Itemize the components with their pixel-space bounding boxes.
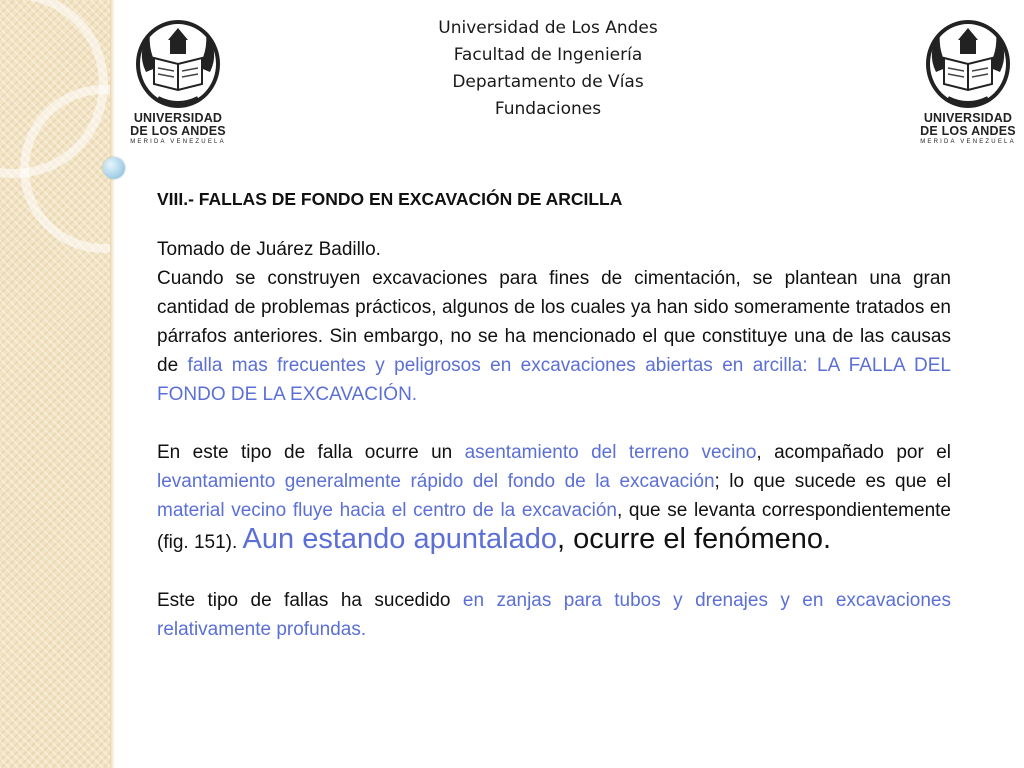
paragraph-3-highlight: en zanjas para tubos y drenajes y en excavaciones relativamente profundas.	[157, 590, 951, 640]
paragraph-spacer	[157, 409, 951, 438]
paragraph-1-text: Cuando se construyen excavaciones para fines de cimentación, se plantean una gran cantidad de problemas prácticos, algunos de los cuales ya han sido someramente tratados en párrafos anteriores. Sin embargo, no se ha mencionado el que constituye una de las causas de	[157, 268, 951, 376]
sidebar-edge	[110, 0, 115, 768]
university-logo-right	[918, 12, 1018, 152]
paragraph-2-highlight-c: material vecino fluye hacia el centro de la excavación	[157, 500, 617, 521]
source-line: Tomado de Juárez Badillo.	[157, 239, 381, 260]
university-crest-icon	[128, 12, 228, 112]
logo-text	[128, 112, 228, 147]
logo-line-2: DE LOS ANDES	[920, 124, 1016, 138]
paragraph-3	[157, 586, 951, 644]
university-logo-left	[128, 12, 228, 152]
paragraph-2-text-a: En este tipo de falla ocurre un	[157, 442, 465, 463]
header-faculty: Facultad de Ingeniería	[453, 45, 643, 65]
paragraph-1-highlight: falla mas frecuentes y peligrosos en excavaciones abiertas en arcilla: LA FALLA DEL FONDO DE LA EXCAVACIÓN.	[157, 355, 951, 405]
logo-line-2: DE LOS ANDES	[130, 124, 226, 138]
paragraph-1	[157, 264, 951, 409]
decorative-dot	[103, 157, 125, 179]
paragraph-2-highlight-a: asentamiento del terreno vecino	[464, 442, 757, 463]
slide-header	[388, 15, 708, 123]
paragraph-2-emphasis: Aun estando apuntalado	[242, 523, 557, 555]
logo-line-3: MERIDA VENEZUELA	[130, 139, 226, 145]
section-heading: VIII.- FALLAS DE FONDO EN EXCAVACIÓN DE ARCILLA	[157, 189, 623, 209]
header-department: Departamento de Vías	[452, 72, 644, 92]
university-crest-icon	[918, 12, 1018, 112]
header-course: Fundaciones	[494, 99, 602, 119]
slide-content	[157, 185, 951, 644]
logo-line-3: MERIDA VENEZUELA	[920, 139, 1016, 145]
paragraph-2-text-d: , que se levanta correspondientemente (fig. 151).	[157, 500, 951, 553]
paragraph-spacer	[157, 557, 951, 586]
paragraph-2-highlight-b: levantamiento generalmente rápido del fondo de la excavación	[157, 471, 715, 492]
paragraph-3-text: Este tipo de fallas ha sucedido	[157, 590, 463, 611]
paragraph-2	[157, 438, 951, 557]
logo-line-1: UNIVERSIDAD	[133, 111, 223, 125]
decorative-sidebar	[0, 0, 113, 768]
paragraph-2-text-c: ; lo que sucede es que el	[714, 471, 951, 492]
header-university: Universidad de Los Andes	[438, 18, 658, 38]
paragraph-2-emphasis-tail: , ocurre el fenómeno.	[557, 523, 832, 555]
logo-text	[918, 112, 1018, 147]
paragraph-2-text-b: , acompañado por el	[756, 442, 951, 463]
logo-line-1: UNIVERSIDAD	[923, 111, 1013, 125]
